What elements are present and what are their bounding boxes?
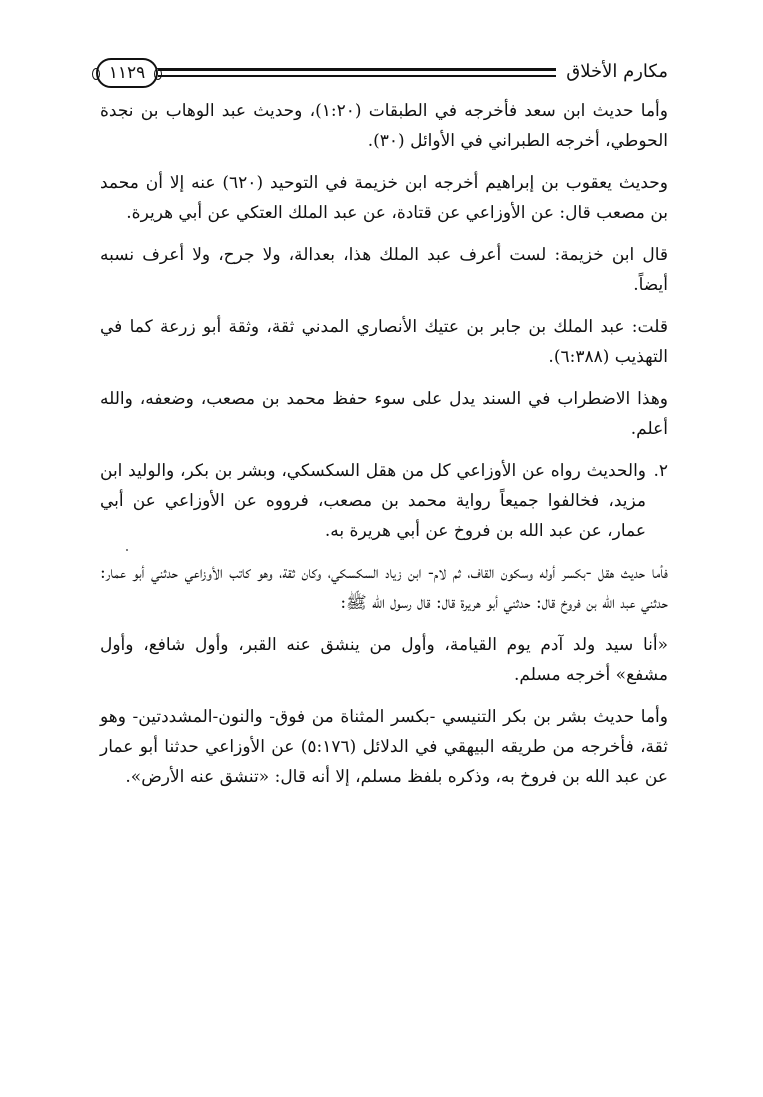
hadith-quote-paragraph xyxy=(100,630,668,690)
paragraph-text: وأما حديث بشر بن بكر التنيسي -بكسر المثناة من فوق- والنون-المشددتين- وهو ثقة، فأخرجه من طريقه البيهقي في الدلائل (٥:١٧٦) عن الأوزاعي حدثنا أبو عمار عن عبد الله بن فروخ به، وذكره بلفظ مسلم، إلا أنه قال: «تنشق عنه الأرض». xyxy=(100,707,668,787)
running-header xyxy=(96,58,668,92)
paragraph xyxy=(100,168,668,228)
paragraph-text: وحديث يعقوب بن إبراهيم أخرجه ابن خزيمة في التوحيد (٦٢٠) عنه إلا أن محمد بن مصعب قال: عن الأوزاعي عن قتادة، عن عبد الملك العتكي عن أبي هريرة. xyxy=(100,173,669,223)
header-title: مكارم الأخلاق xyxy=(566,61,668,82)
header-rule-thick xyxy=(158,68,556,71)
paragraph-text: وأما حديث ابن سعد فأخرجه في الطبقات (١:٢٠)، وحديث عبد الوهاب بن نجدة الحوطي، أخرجه الطبراني في الأوائل (٣٠). xyxy=(100,101,668,151)
page-body xyxy=(100,96,668,804)
paragraph xyxy=(100,240,668,300)
paragraph xyxy=(100,384,668,444)
paragraph-text: قلت: عبد الملك بن جابر بن عتيك الأنصاري المدني ثقة، وثقة أبو زرعة كما في التهذيب (٦:٣٨٨). xyxy=(100,317,668,367)
paragraph-text: وهذا الاضطراب في السند يدل على سوء حفظ محمد بن مصعب، وضعفه، والله أعلم. xyxy=(100,389,668,439)
paragraph-text: قال ابن خزيمة: لست أعرف عبد الملك هذا، بعدالة، ولا جرح، ولا أعرف نسبه أيضاً. xyxy=(100,245,668,295)
paragraph-text: والحديث رواه عن الأوزاعي كل من هقل السكسكي، وبشر بن بكر، والوليد ابن مزيد، فخالفوا جميعاً رواية محمد بن مصعب، فرووه عن الأوزاعي عن أبي عمار، عن عبد الله بن فروخ عن أبي هريرة به. xyxy=(100,461,646,541)
paragraph xyxy=(100,96,668,156)
paragraph-text: «أنا سيد ولد آدم يوم القيامة، وأول من ينشق عنه القبر، وأول شافع، وأول مشفع» أخرجه مسلم. xyxy=(100,635,668,685)
header-rule-thin xyxy=(158,75,556,77)
numbered-paragraph xyxy=(100,456,668,546)
scan-speck xyxy=(126,549,128,551)
page-number: ١١٢٩ xyxy=(96,58,158,88)
paragraph xyxy=(100,312,668,372)
paragraph xyxy=(100,702,668,792)
paragraph xyxy=(100,558,668,618)
paragraph-number: ٢. xyxy=(653,461,668,481)
paragraph-text: فأما حديث هقل -بكسر أوله وسكون القاف، ثم لام- ابن زياد السكسكي، وكان ثقة، وهو كاتب الأوزاعي حدثني أبو عمار: حدثني عبد الله بن فروخ قال: حدثني أبو هريرة قال: قال رسول الله ﷺ: xyxy=(100,563,668,613)
